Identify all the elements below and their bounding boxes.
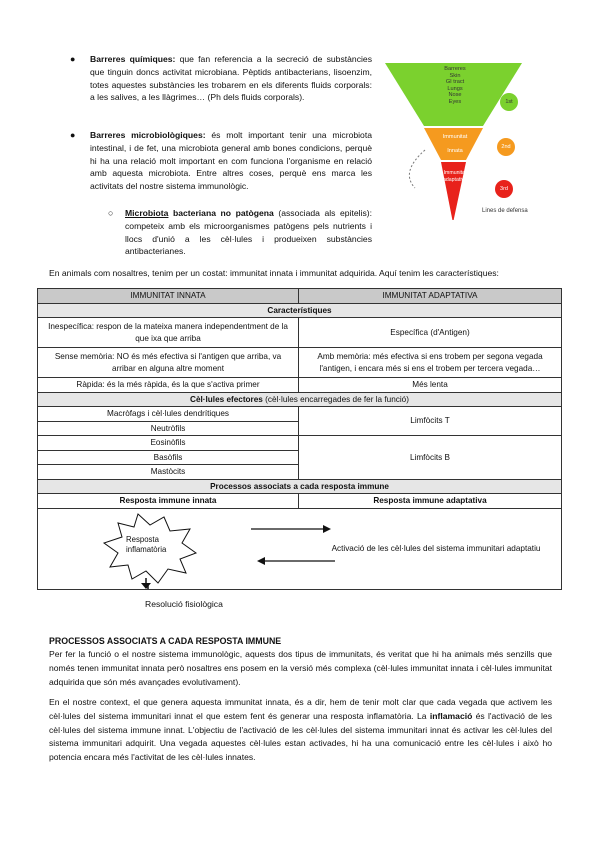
resolucio-label: Resolució fisiològica <box>145 599 223 609</box>
arrow-head-left <box>257 557 265 565</box>
bullet-quimiques: Barreres químiques: que fan referencia a la secreció de substàncies que tinguin doncs activitat microbiana. Pèptids antibacterians, lisoenzim, totes aquestes substàncies les trobarem en els diferents fluids corporals: a les salives, a les llàgrimes… (Ph dels fluids corporals). <box>90 54 372 103</box>
paragraph-1: Per fer la funció o el nostre sistema immunològic, aquests dos tipus de immunitats, és veritat que hi ha animals més senzills que només tenen immunitat innata però nosaltres ens posem en la versió més complexa (cèl·lules immunitat innata i cèl·lules immunitat adquirida que són més avançades evolutivament). <box>49 649 552 687</box>
table-row: Mastòcits <box>38 465 562 480</box>
table-row: Macròfags i cèl·lules dendrítiques Limfòcits T <box>38 407 562 422</box>
sub-bullet-microbiota: Microbiota bacteriana no patògena (associada als epitelis): competeix amb els microorganismes patògens pels nutrients i llocs d'unió a les cèl·lules i produeixen substàncies antibacterianes. <box>125 208 372 257</box>
badge-2nd-label: 2nd <box>501 144 511 150</box>
arrow-head-right <box>323 525 331 533</box>
table-row: Basòfils <box>38 450 562 465</box>
badge-3rd-label: 3rd <box>500 186 508 192</box>
section-cellules: Cèl·lules efectores (cèl·lules encarregades de fer la funció) <box>38 392 562 407</box>
dashed-arrow <box>409 150 425 188</box>
table-row: Ràpida: és la més ràpida, és la que s'activa primer Més lenta <box>38 378 562 393</box>
arrow-down-tail <box>140 578 152 590</box>
resp-header-row: Resposta immune innata Resposta immune adaptativa <box>38 494 562 509</box>
col-adaptativa-header: IMMUNITAT ADAPTATIVA <box>299 289 562 304</box>
table-row: Eosinòfils Limfòcits B <box>38 436 562 451</box>
section-processos: Processos associats a cada resposta immune <box>38 479 562 494</box>
pyramid-level1-text: Barreres Skin GI tract Lungs Nose Eyes <box>444 66 466 105</box>
col-innata-header: IMMUNITAT INNATA <box>38 289 299 304</box>
section-heading: PROCESSOS ASSOCIATS A CADA RESPOSTA IMMUNE <box>49 636 282 646</box>
pyramid-level2-text: Immunitat Innata <box>442 134 468 154</box>
bullet-dot: ● <box>70 54 76 64</box>
table-header-row <box>38 289 562 304</box>
bullet-dot: ● <box>70 130 76 140</box>
activation-label: Activació de les cèl·lules del sistema immunitari adaptatiu <box>331 543 541 553</box>
pyramid-level3-text: Immunitat adaptativa <box>443 170 467 183</box>
paragraph-2: En el nostre context, el que genera aquesta immunitat innata, és a dir, hem de tenir molt clar que cada vegada que activem les cèl·lules del sistema immunitari innat el que estem fent és generar una resposta inflamatòria. La inflamació és l'activació de les cèl·lules del sistema immune innat. L'objectiu de l'activació de les cèl·lules del sistema immunitari innat és activar les cèl·lules del sistema immunitari adquirit. Una vegada aquestes cèl·lules estan activades, hi ha una comunicació entre les cèl·lules i això ho potencia encara més l'activitat de les cèl·lules innates. <box>49 697 553 763</box>
badge-1st-label: 1st <box>505 99 513 105</box>
pyramid-caption: Lines de defensa <box>482 208 528 214</box>
bullet-microbiologiques: Barreres microbiològiques: és molt important tenir una microbiota intestinal, i de fet, una microbiota general amb bones condicions, perquè hi ha una relació molt important en com funciona l'organisme en relació amb aquesta microbiota. Entre altres coses, perquè ens marca les activitats del nostre sistema immunològic. <box>90 130 372 192</box>
table-row: Sense memòria: NO és més efectiva si l'antigen que arriba, va arribar en alguna altre moment Amb memòria: més efectiva si ens trobem per segona vegada l'antigen, i encara més si ens el trobem per tercera vegada… <box>38 348 562 378</box>
diagram-row <box>38 508 562 589</box>
intro-text: En animals com nosaltres, tenim per un costat: immunitat innata i immunitat adquirida. Aquí tenim les característiques: <box>49 268 499 278</box>
sub-bullet-circle: ○ <box>108 208 114 218</box>
table-row: Inespecífica: respon de la mateixa manera independentment de la que ixa que arriba Específica (d'Antigen) <box>38 318 562 348</box>
immunity-table <box>37 288 562 590</box>
star-label: Resposta inflamatòria <box>126 534 167 554</box>
section-caracteristiques: Característiques <box>38 303 562 318</box>
table-row: Neutròfils <box>38 421 562 436</box>
